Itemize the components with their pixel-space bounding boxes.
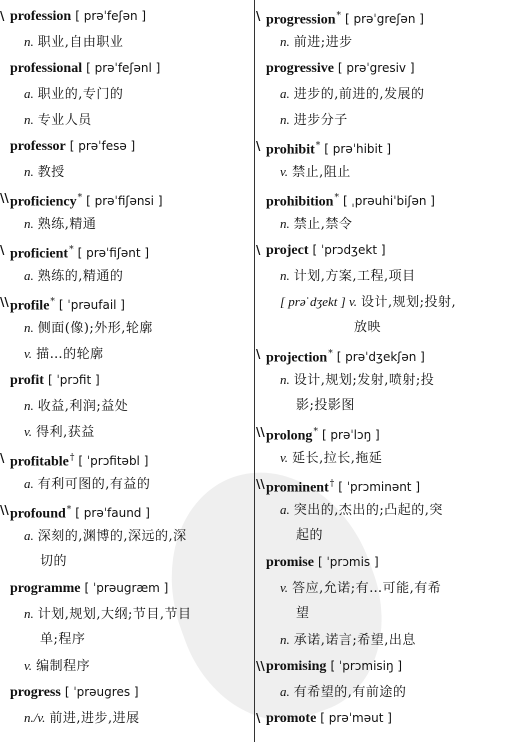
part-of-speech: v.: [24, 658, 33, 673]
entry-marker: \\: [256, 659, 265, 673]
part-of-speech: v.: [280, 164, 289, 179]
pronunciation: [ prəˈhibit ]: [324, 142, 392, 157]
headword-entry: [2, 367, 250, 393]
headword-entry: [258, 55, 508, 81]
part-of-speech: n.: [280, 216, 290, 231]
right-column: [258, 3, 508, 731]
definition-line: [258, 445, 508, 471]
definition-text: 望: [296, 606, 310, 621]
definition-text: 承诺,诺言;希望,出息: [293, 633, 416, 648]
pronunciation: [ ˌprəuhiˈbiʃən ]: [342, 194, 435, 209]
pronunciation: [ ˈprɔfit ]: [47, 373, 100, 387]
definition-text: 答应,允诺;有…可能,有希: [292, 581, 442, 596]
pronunciation: [ prəˈfiʃənsi ]: [86, 194, 163, 209]
definition-text: 有希望的,有前途的: [293, 685, 407, 700]
headword: profit: [10, 373, 44, 388]
headword-entry: [258, 419, 508, 445]
headword-entry: [258, 237, 508, 263]
definition-line: [258, 159, 508, 185]
frequency-mark: *: [334, 193, 339, 203]
pronunciation: [ ˈprɔmisiŋ ]: [330, 659, 403, 673]
headword-entry: [2, 289, 250, 315]
definition-line: [258, 81, 508, 107]
headword: profitable: [10, 454, 69, 470]
part-of-speech: v.: [24, 346, 33, 361]
definition-line: [2, 29, 250, 55]
definition-line: [258, 627, 508, 653]
headword: profession: [10, 9, 72, 24]
headword: promote: [266, 711, 317, 726]
part-of-speech: n.: [24, 216, 34, 231]
definition-line: [2, 549, 250, 575]
definition-text: 前进;进步: [293, 35, 353, 50]
headword: progressive: [266, 61, 334, 76]
definition-text: 单;程序: [40, 632, 86, 647]
definition-line: [2, 341, 250, 367]
headword: progress: [10, 685, 61, 700]
headword: projection: [266, 350, 328, 366]
part-of-speech: n.: [280, 112, 290, 127]
definition-text: 突出的,杰出的;凸起的,突: [293, 503, 443, 518]
entry-marker: \\: [0, 191, 9, 205]
entry-marker: \\: [0, 503, 9, 517]
definition-line: [258, 679, 508, 705]
definition-line: [2, 107, 250, 133]
definition-line: [258, 211, 508, 237]
definition-line: [258, 315, 508, 341]
frequency-mark: *: [77, 193, 83, 203]
definition-text: 进步分子: [293, 113, 348, 128]
entry-marker: \: [0, 9, 5, 23]
headword-entry: [2, 679, 250, 705]
headword-entry: [2, 445, 250, 471]
definition-line: [258, 289, 508, 315]
pronunciation: [ prəˈfeʃənl ]: [86, 61, 161, 75]
part-of-speech: a.: [24, 528, 34, 543]
headword-entry: [2, 133, 250, 159]
definition-line: [258, 575, 508, 601]
frequency-mark: *: [315, 141, 321, 151]
definition-line: [258, 29, 508, 55]
definition-text: 有利可图的,有益的: [37, 477, 151, 492]
definition-line: [2, 393, 250, 419]
part-of-speech: n./v.: [24, 710, 46, 725]
headword: proficiency: [10, 194, 77, 210]
part-of-speech: a.: [280, 684, 290, 699]
definition-text: 切的: [40, 554, 68, 569]
definition-text: 职业的,专门的: [37, 87, 124, 102]
frequency-mark: †: [329, 479, 335, 489]
pronunciation: [ ˈprɔmis ]: [317, 555, 379, 569]
definition-text: 设计,规划;投射,: [361, 295, 457, 310]
pronunciation: [ prəˈfesə ]: [69, 139, 136, 153]
headword: prohibition: [266, 194, 334, 210]
part-of-speech: n.: [24, 112, 34, 127]
definition-line: [258, 523, 508, 549]
pronunciation: [ ˈprəugres ]: [64, 685, 139, 699]
part-of-speech: n.: [24, 320, 34, 335]
frequency-mark: *: [336, 11, 341, 21]
headword-entry: [258, 133, 508, 159]
definition-text: 收益,利润;益处: [37, 399, 129, 414]
definition-text: 放映: [354, 320, 382, 335]
definition-text: 计划,规划,大纲;节目,节目: [37, 607, 192, 622]
definition-line: [2, 653, 250, 679]
part-of-speech: a.: [24, 268, 34, 283]
headword-entry: [2, 55, 250, 81]
definition-line: [2, 523, 250, 549]
definition-line: [2, 263, 250, 289]
definition-line: [2, 211, 250, 237]
frequency-mark: *: [328, 349, 333, 359]
definition-text: 编制程序: [36, 659, 91, 674]
part-of-speech: n.: [24, 606, 34, 621]
headword: prominent: [266, 480, 329, 496]
pronunciation: [ ˈprəugræm ]: [84, 581, 169, 595]
definition-line: [2, 471, 250, 497]
definition-text: 设计,规划;发射,喷射;投: [293, 373, 435, 388]
definition-text: 影;投影图: [296, 398, 355, 413]
headword: project: [266, 243, 309, 258]
headword-entry: [2, 185, 250, 211]
part-of-speech: a.: [24, 86, 34, 101]
definition-text: 描…的轮廓: [36, 347, 104, 362]
headword: profound: [10, 506, 66, 522]
part-of-speech: n.: [280, 268, 290, 283]
definition-text: 侧面(像);外形,轮廓: [37, 321, 153, 336]
pronunciation: [ prəˈfaund ]: [75, 506, 150, 521]
definition-text: 深刻的,渊博的,深远的,深: [37, 529, 187, 544]
part-of-speech: a.: [280, 86, 290, 101]
definition-line: [258, 497, 508, 523]
pronunciation: [ ˈprəufail ]: [58, 298, 125, 313]
left-column: [2, 3, 250, 731]
headword: professional: [10, 61, 83, 76]
entry-marker: \: [256, 139, 261, 153]
pronunciation: [ prəˈfiʃənt ]: [77, 246, 150, 261]
part-of-speech: a.: [24, 476, 34, 491]
headword: proficient: [10, 246, 69, 262]
part-of-speech: [ prəˈdʒekt ] v.: [280, 294, 358, 309]
headword: progression: [266, 12, 336, 28]
headword-entry: [2, 497, 250, 523]
part-of-speech: n.: [24, 398, 34, 413]
entry-marker: \: [256, 711, 261, 725]
frequency-mark: *: [66, 505, 72, 515]
definition-text: 起的: [296, 528, 324, 543]
headword: programme: [10, 581, 81, 596]
frequency-mark: *: [313, 427, 318, 437]
part-of-speech: n.: [24, 34, 34, 49]
entry-marker: \\: [0, 295, 9, 309]
definition-text: 禁止,阻止: [292, 165, 351, 180]
headword-entry: [2, 575, 250, 601]
part-of-speech: n.: [280, 372, 290, 387]
headword: promise: [266, 555, 314, 570]
definition-line: [258, 367, 508, 393]
column-divider: [254, 0, 255, 742]
frequency-mark: *: [69, 245, 74, 255]
pronunciation: [ ˈprɔfitəbl ]: [78, 454, 149, 469]
headword-entry: [258, 185, 508, 211]
headword-entry: [258, 471, 508, 497]
definition-line: [258, 263, 508, 289]
definition-text: 熟练,精通: [37, 217, 97, 232]
definition-line: [2, 627, 250, 653]
definition-line: [2, 159, 250, 185]
pronunciation: [ prəˈfeʃən ]: [75, 9, 147, 23]
definition-text: 禁止,禁令: [293, 217, 353, 232]
entry-marker: \: [256, 9, 261, 23]
definition-line: [2, 705, 250, 731]
headword: profile: [10, 298, 50, 314]
entry-marker: \: [256, 243, 261, 257]
part-of-speech: v.: [24, 424, 33, 439]
headword-entry: [258, 705, 508, 731]
part-of-speech: v.: [280, 580, 289, 595]
headword: prolong: [266, 428, 313, 444]
definition-line: [258, 393, 508, 419]
pronunciation: [ ˈprɔminənt ]: [338, 480, 421, 495]
definition-line: [2, 81, 250, 107]
definition-text: 延长,拉长,拖延: [292, 451, 383, 466]
definition-line: [258, 601, 508, 627]
pronunciation: [ prəˈlɔŋ ]: [321, 428, 380, 443]
headword: professor: [10, 139, 66, 154]
definition-line: [258, 107, 508, 133]
definition-text: 教授: [37, 165, 65, 180]
definition-line: [2, 601, 250, 627]
definition-text: 熟练的,精通的: [37, 269, 124, 284]
definition-text: 得利,获益: [36, 425, 95, 440]
headword-entry: [258, 653, 508, 679]
entry-marker: \: [0, 451, 5, 465]
definition-line: [2, 419, 250, 445]
definition-text: 专业人员: [37, 113, 92, 128]
pronunciation: [ prəˈgreʃən ]: [345, 12, 424, 27]
pronunciation: [ ˈprɔdʒekt ]: [312, 243, 386, 257]
headword-entry: [2, 237, 250, 263]
part-of-speech: n.: [280, 34, 290, 49]
definition-text: 前进,进步,进展: [49, 711, 140, 726]
pronunciation: [ prəˈdʒekʃən ]: [336, 350, 425, 365]
frequency-mark: *: [50, 297, 55, 307]
headword: promising: [266, 659, 327, 674]
part-of-speech: v.: [280, 450, 289, 465]
definition-text: 职业,自由职业: [37, 35, 124, 50]
headword-entry: [258, 549, 508, 575]
part-of-speech: n.: [280, 632, 290, 647]
definition-text: 进步的,前进的,发展的: [293, 87, 425, 102]
headword-entry: [258, 341, 508, 367]
entry-marker: \\: [256, 477, 265, 491]
pronunciation: [ prəˈməut ]: [320, 711, 392, 725]
headword: prohibit: [266, 142, 315, 158]
entry-marker: \\: [256, 425, 265, 439]
part-of-speech: a.: [280, 502, 290, 517]
entry-marker: \: [256, 347, 261, 361]
frequency-mark: †: [69, 453, 75, 463]
headword-entry: [258, 3, 508, 29]
definition-text: 计划,方案,工程,项目: [293, 269, 416, 284]
definition-line: [2, 315, 250, 341]
part-of-speech: n.: [24, 164, 34, 179]
headword-entry: [2, 3, 250, 29]
pronunciation: [ prəˈgresiv ]: [337, 61, 415, 75]
entry-marker: \: [0, 243, 5, 257]
